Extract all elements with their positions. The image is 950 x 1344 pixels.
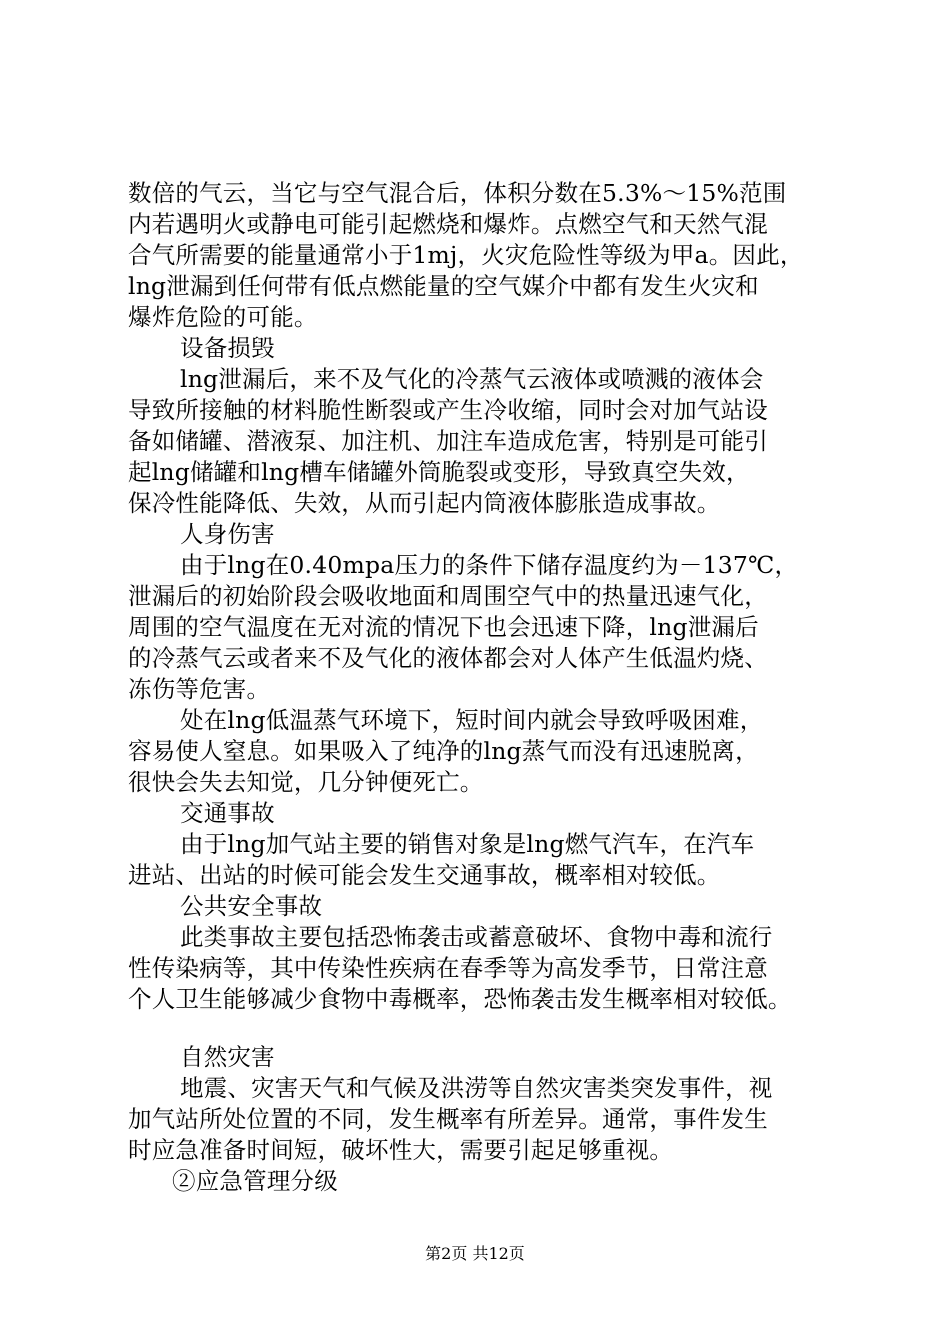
text-line: 合气所需要的能量通常小于1mj，火灾危险性等级为甲a。因此， — [128, 241, 804, 269]
text-line: 很快会失去知觉，几分钟便死亡。 — [128, 768, 484, 796]
text-line: 起lng储罐和lng槽车储罐外筒脆裂或变形，导致真空失效， — [128, 458, 750, 486]
text-line: lng泄漏到任何带有低点燃能量的空气媒介中都有发生火灾和 — [128, 272, 759, 300]
text-line: 此类事故主要包括恐怖袭击或蓄意破坏、食物中毒和流行 — [180, 923, 773, 951]
text-line: 容易使人窒息。如果吸入了纯净的lng蒸气而没有迅速脱离， — [128, 737, 759, 765]
text-line: 时应急准备时间短，破坏性大，需要引起足够重视。 — [128, 1136, 674, 1164]
section-heading: 公共安全事故 — [180, 892, 323, 920]
text-line: 内若遇明火或静电可能引起燃烧和爆炸。点燃空气和天然气混 — [128, 210, 768, 238]
text-line: lng泄漏后，来不及气化的冷蒸气云液体或喷溅的液体会 — [180, 365, 764, 393]
section-heading: 设备损毁 — [180, 334, 275, 362]
text-line: 加气站所处位置的不同，发生概率有所差异。通常，事件发生 — [128, 1105, 768, 1133]
text-line: 由于lng在0.40mpa压力的条件下储存温度约为－137℃， — [180, 551, 799, 579]
text-line: 备如储罐、潜液泵、加注机、加注车造成危害，特别是可能引 — [128, 427, 768, 455]
text-line: 地震、灾害天气和气候及洪涝等自然灾害类突发事件，视 — [180, 1074, 773, 1102]
section-heading: 人身伤害 — [180, 520, 275, 548]
section-heading: 交通事故 — [180, 799, 275, 827]
text-line: 保冷性能降低、失效，从而引起内筒液体膨胀造成事故。 — [128, 489, 721, 517]
text-line: 数倍的气云，当它与空气混合后，体积分数在5.3%～15%范围 — [128, 179, 787, 207]
section-heading: 自然灾害 — [180, 1043, 275, 1071]
text-line: 进站、出站的时候可能会发生交通事故，概率相对较低。 — [128, 861, 721, 889]
text-line: 周围的空气温度在无对流的情况下也会迅速下降，lng泄漏后 — [128, 613, 759, 641]
page-footer: 第2页 共12页 — [425, 1244, 525, 1263]
section-heading: ②应急管理分级 — [172, 1167, 338, 1195]
text-line: 的冷蒸气云或者来不及气化的液体都会对人体产生低温灼烧、 — [128, 644, 768, 672]
text-line: 冻伤等危害。 — [128, 675, 271, 703]
text-line: 由于lng加气站主要的销售对象是lng燃气汽车，在汽车 — [180, 830, 755, 858]
text-line: 性传染病等，其中传染性疾病在春季等为高发季节，日常注意 — [128, 954, 768, 982]
text-line: 爆炸危险的可能。 — [128, 303, 318, 331]
text-line: 处在lng低温蒸气环境下，短时间内就会导致呼吸困难， — [180, 706, 764, 734]
text-line: 个人卫生能够减少食物中毒概率，恐怖袭击发生概率相对较低。 — [128, 985, 792, 1013]
text-line: 泄漏后的初始阶段会吸收地面和周围空气中的热量迅速气化， — [128, 582, 768, 610]
text-line: 导致所接触的材料脆性断裂或产生冷收缩，同时会对加气站设 — [128, 396, 768, 424]
